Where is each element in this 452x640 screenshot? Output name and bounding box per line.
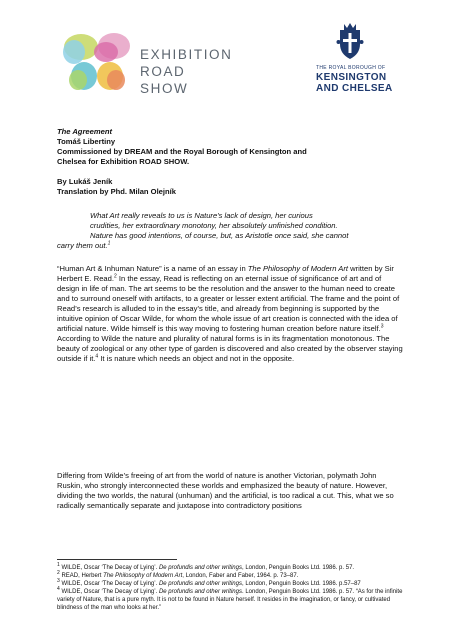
footnote: [57, 564, 403, 572]
footnote-number: 4: [57, 586, 60, 592]
epigraph-line: What Art really reveals to us is Nature's lack of design, her curious: [90, 211, 313, 220]
footnote-text: WILDE, Oscar ‘The Decay of Lying’.: [59, 589, 159, 595]
footnote-ref: 2: [113, 273, 117, 280]
footnote-ref: 3: [380, 323, 384, 330]
commission-line-1: Commissioned by DREAM and the Royal Borough of Kensington and: [57, 147, 307, 156]
paragraph-text: It is nature which needs an object and not in the opposite.: [98, 354, 295, 363]
paragraph-text: According to Wilde the nature and plurality of natural forms is in its fragmentation monotonous. The beauty of zoological or any other type of garden is discovered and also created by the observer staying outside if it.: [57, 334, 403, 363]
epigraph: [57, 211, 408, 251]
footnote-text: , London, Faber and Faber, 1964. p. 73–87.: [182, 573, 299, 579]
exhibition-road-show-wordmark: [140, 46, 233, 97]
footnote-source-title: De profundis and other writings: [158, 565, 242, 571]
footnote: [57, 572, 403, 580]
butterfly-logo-icon: [62, 32, 132, 98]
epigraph-line: crudities, her extraordinary monotony, her absolutely unfinished condition.: [90, 221, 338, 230]
epigraph-line: Nature has good intentions, of course, but, as Aristotle once said, she cannot: [90, 231, 349, 240]
paragraph-text: written by Sir Herbert E. Read.: [57, 264, 394, 283]
footnote-text: . London, Penguin Books Ltd. 1986. p. 57. “As for the infinite variety of Nature, that is a pure myth. It is not to be found in Nature herself. It resides in the imagination, or fancy, or cultivated blindness of the man who looks at her.”: [57, 589, 403, 611]
logo-line-exhibition: EXHIBITION: [140, 47, 233, 62]
footnote-divider: [57, 559, 177, 560]
footnote-number: 1: [57, 562, 60, 568]
rbkc-small-caption: THE ROYAL BOROUGH OF: [316, 65, 386, 71]
paragraph-text: “Human Art & Inhuman Nature” is a name of an essay in: [57, 264, 248, 273]
footnote-text: , London, Penguin Books Ltd. 1986. p. 57.: [241, 565, 355, 571]
exhibition-road-show-logo: [62, 32, 233, 102]
byline: By Lukáš Jeník: [57, 177, 113, 186]
document-meta: [57, 127, 403, 197]
borough-crest-icon: [336, 22, 364, 60]
footnote-text: WILDE, Oscar ‘The Decay of Lying’.: [59, 565, 159, 571]
document-title: The Agreement: [57, 127, 112, 136]
rbkc-line-chelsea: AND CHELSEA: [316, 83, 393, 94]
footnote-source-title: De profundis and other writings: [158, 581, 242, 587]
footnote-number: 2: [57, 570, 60, 576]
epigraph-line-text: carry them out.: [57, 241, 108, 250]
rbkc-line-kensington: KENSINGTON: [316, 72, 387, 83]
footnote: [57, 588, 403, 612]
footnote-source-title: De profundis and other writings: [158, 589, 242, 595]
footnote: [57, 580, 403, 588]
epigraph-line-last: [57, 241, 408, 251]
footnote-ref: 4: [95, 353, 99, 360]
footnote-number: 3: [57, 578, 60, 584]
footnote-ref: 1: [107, 240, 111, 247]
rbkc-logo: [316, 22, 426, 102]
body-paragraph-1: [57, 264, 403, 364]
artist-name: Tomáš Libertiny: [57, 137, 116, 146]
footnotes: [57, 564, 403, 612]
logo-line-road-show: ROAD SHOW: [140, 64, 189, 96]
rbkc-wordmark: [316, 72, 393, 94]
footnote-text: READ, Herbert: [59, 573, 104, 579]
commission-line-2: Chelsea for Exhibition ROAD SHOW.: [57, 157, 190, 166]
footnote-text: WILDE, Oscar ‘The Decay of Lying’.: [59, 581, 159, 587]
book-title: The Philosophy of Modern Art: [247, 264, 348, 273]
footnote-source-title: The Philosophy of Modern Art: [103, 573, 183, 579]
paragraph-text: Differing from Wilde’s freeing of art from the world of nature is another Victorian, polymath John Ruskin, who strongly interconnected these worlds and emphasized the beauty of nature. However, dividing the two worlds, the natural (unhuman) and the artificial, is too radical a cut. This, what we so radically semantically separate and juxtapose into contradictory positions: [57, 471, 394, 510]
body-paragraph-2: [57, 471, 403, 511]
translation-credit: Translation by Phd. Milan Olejník: [57, 187, 176, 196]
footnote-text: , London, Penguin Books Ltd. 1986. p.57–87: [241, 581, 361, 587]
paragraph-text: In the essay, Read is reflecting on an eternal issue of significance of art and of design in life of man. The art seems to be the resolution and the answer to the human need to create and to surround oneself with artifacts, to a greater or lesser extent artificial. The frame and the point of Read’s research is alluded to in the essay’s title, and already from beginning is supported by the intuitive opinion of Oscar Wilde, for whom the whole issue of art creation is connected with the idea of artificial nature. Wilde himself is this way moving to fostering human creation before nature itself.: [57, 274, 400, 333]
